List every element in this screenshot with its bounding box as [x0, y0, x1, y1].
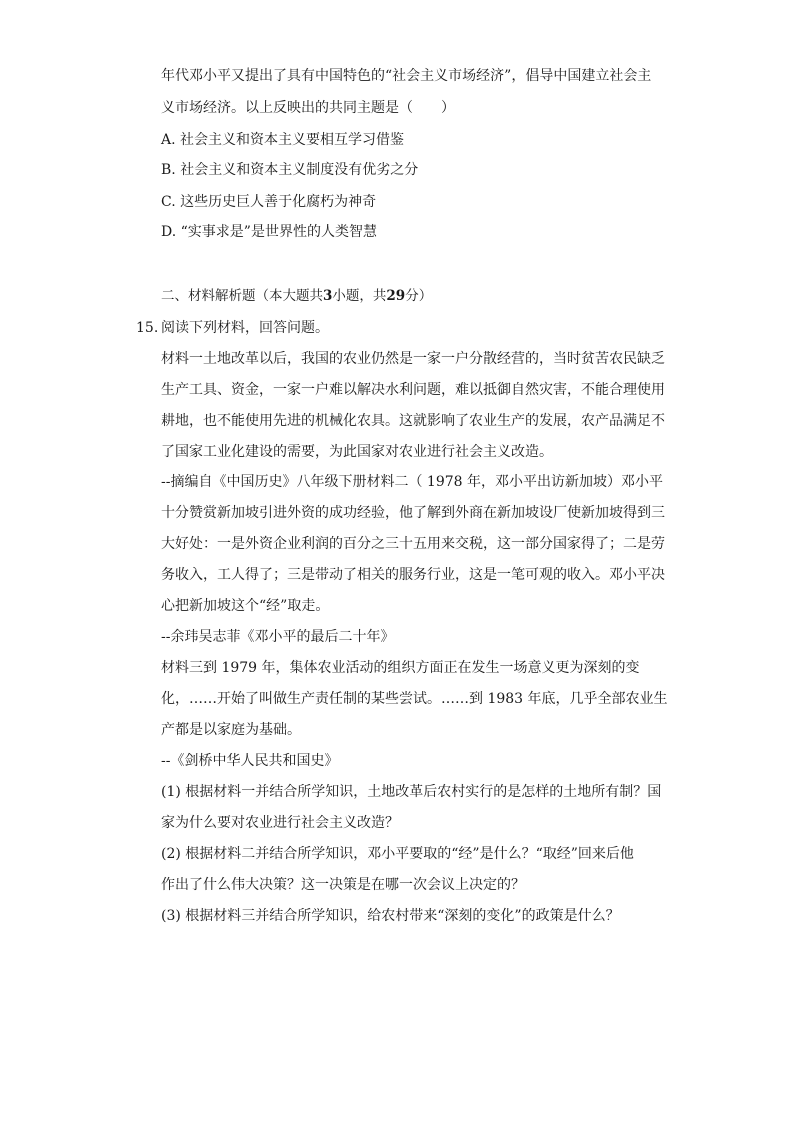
sub-question-2: (2) 根据材料二并结合所学知识，邓小平要取的“经”是什么？“取经”回来后他: [161, 846, 634, 862]
material-line: 生产工具、资金，一家一户难以解决水利问题，难以抵御自然灾害，不能合理使用: [161, 382, 665, 398]
material-line: 心把新加坡这个“经”取走。: [161, 598, 330, 614]
material-line: 大好处：一是外资企业利润的百分之三十五用来交税，这一部分国家得了；二是劳: [161, 536, 665, 552]
option-b: B. 社会主义和资本主义制度没有优劣之分: [161, 162, 419, 178]
option-a: A. 社会主义和资本主义要相互学习借鉴: [161, 132, 405, 148]
sub-question-1-cont: 家为什么要对农业进行社会主义改造？: [161, 815, 399, 831]
material-line: --摘编自《中国历史》八年级下册材料二（ 1978 年，邓小平出访新加坡）邓小平: [161, 474, 663, 490]
question-number: 15.: [136, 320, 159, 336]
material-line: 耕地，也不能使用先进的机械化农具。这就影响了农业生产的发展，农产品满足不: [161, 413, 665, 429]
option-d: D. “实事求是”是世界性的人类智慧: [161, 224, 377, 240]
question-stem-line-2: 义市场经济。以上反映出的共同主题是（ ）: [161, 100, 455, 116]
material-line: 十分赞赏新加坡引进外资的成功经验，他了解到外商在新加坡设厂使新加坡得到三: [161, 505, 665, 521]
section-title: [161, 286, 432, 306]
source-citation: --《剑桥中华人民共和国史》: [161, 753, 339, 769]
instruction-line: 阅读下列材料，回答问题。: [161, 320, 329, 336]
section-total-score: 29: [386, 288, 406, 304]
material-line: 化，……开始了叫做生产责任制的某些尝试。……到 1983 年底，几乎全部农业生: [161, 691, 668, 707]
sub-question-3: (3) 根据材料三并结合所学知识，给农村带来“深刻的变化”的政策是什么？: [161, 908, 620, 924]
material-line: 了国家工业化建设的需要，为此国家对农业进行社会主义改造。: [161, 444, 553, 460]
section-title-prefix: 二、材料解析题（本大题共: [161, 288, 323, 304]
material-line: 产都是以家庭为基础。: [161, 722, 301, 738]
question-stem-line-1: 年代邓小平又提出了具有中国特色的“社会主义市场经济”，倡导中国建立社会主: [161, 68, 652, 84]
section-question-count: 3: [323, 288, 333, 304]
section-title-suffix: 分）: [405, 288, 433, 304]
sub-question-1: (1) 根据材料一并结合所学知识，土地改革后农村实行的是怎样的土地所有制？国: [161, 784, 662, 800]
material-line: 务收入，工人得了；三是带动了相关的服务行业，这是一笔可观的收入。邓小平决: [161, 567, 665, 583]
source-citation: --余玮吴志菲《邓小平的最后二十年》: [161, 629, 395, 645]
option-c: C. 这些历史巨人善于化腐朽为神奇: [161, 194, 377, 210]
sub-question-2-cont: 作出了什么伟大决策？这一决策是在哪一次会议上决定的？: [161, 877, 525, 893]
section-title-mid: 小题，共: [332, 288, 387, 304]
material-line: 材料一土地改革以后，我国的农业仍然是一家一户分散经营的，当时贫苦农民缺乏: [161, 351, 665, 367]
material-line: 材料三到 1979 年，集体农业活动的组织方面正在发生一场意义更为深刻的变: [161, 660, 640, 676]
